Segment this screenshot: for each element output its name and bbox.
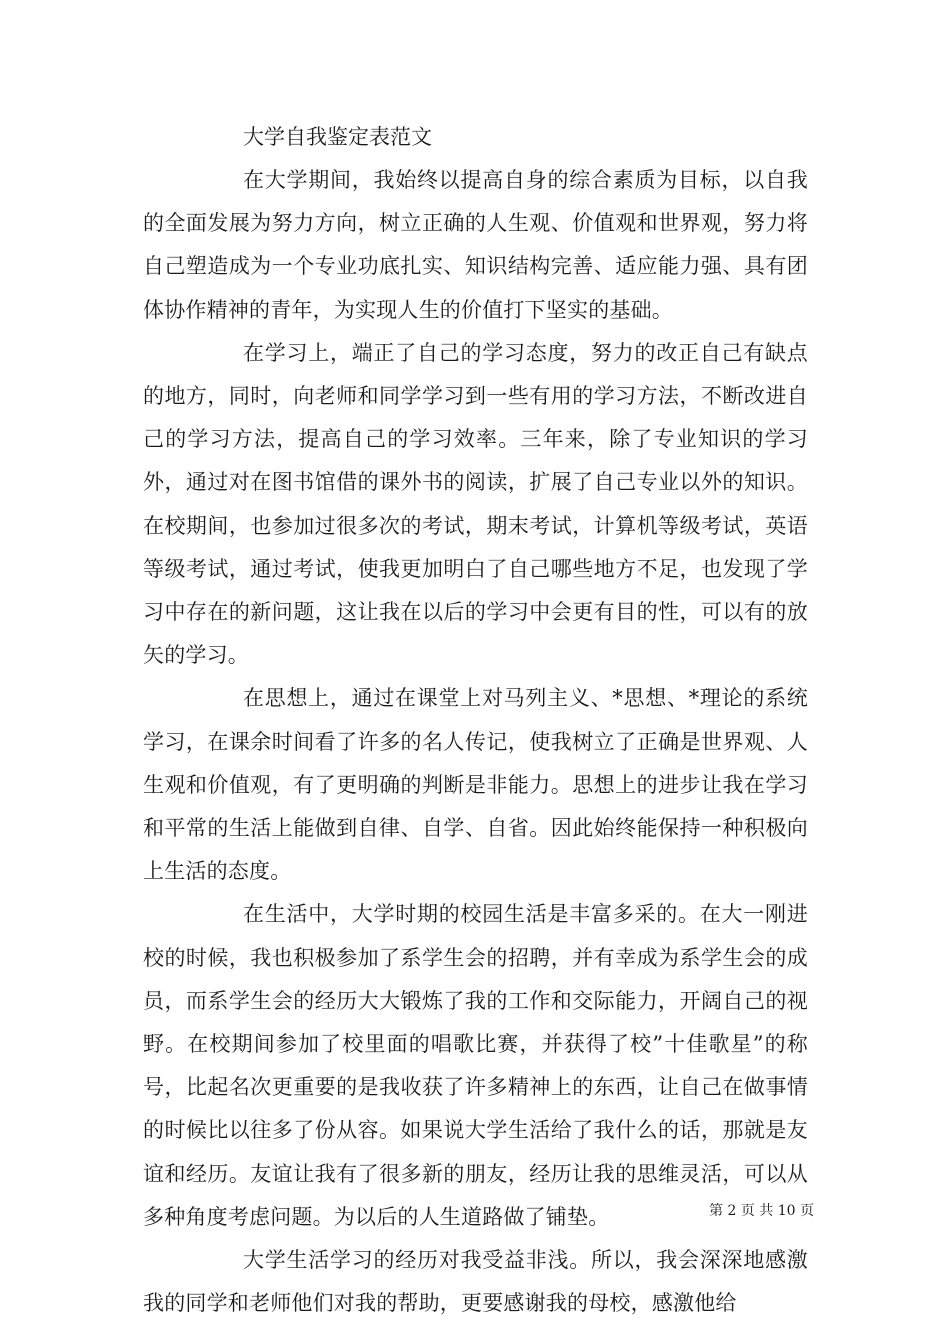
paragraph-gratitude: 大学生活学习的经历对我受益非浅。所以，我会深深地感激我的同学和老师他们对我的帮助，更要感谢我的母校，感激他给 <box>143 1248 808 1316</box>
paragraph-thought: 在思想上，通过在课堂上对马列主义、*思想、*理论的系统学习，在课余时间看了许多的名人传记，使我树立了正确是世界观、人生观和价值观，有了更明确的判断是非能力。思想上的进步让我在学习和平常的生活上能做到自律、自学、自省。因此始终能保持一种积极向上生活的态度。 <box>143 686 808 884</box>
paragraph-study: 在学习上，端正了自己的学习态度，努力的改正自己有缺点的地方，同时，向老师和同学学习到一些有用的学习方法，不断改进自己的学习方法，提高自己的学习效率。三年来，除了专业知识的学习外，通过对在图书馆借的课外书的阅读，扩展了自己专业以外的知识。在校期间，也参加过很多次的考试，期末考试，计算机等级考试，英语等级考试，通过考试，使我更加明白了自己哪些地方不足，也发现了学习中存在的新问题，这让我在以后的学习中会更有目的性，可以有的放矢的学习。 <box>143 340 808 668</box>
paragraph-overall: 在大学期间，我始终以提高自身的综合素质为目标，以自我的全面发展为努力方向，树立正确的人生观、价值观和世界观，努力将自己塑造成为一个专业功底扎实、知识结构完善、适应能力强、具有团体协作精神的青年，为实现人生的价值打下坚实的基础。 <box>143 168 808 322</box>
document-title: 大学自我鉴定表范文 <box>243 125 432 149</box>
document-body <box>143 116 808 1325</box>
page-number: 第 2 页 共 10 页 <box>709 1203 814 1219</box>
paragraph-life: 在生活中，大学时期的校园生活是丰富多采的。在大一刚进校的时候，我也积极参加了系学生会的招聘，并有幸成为系学生会的成员，而系学生会的经历大大锻炼了我的工作和交际能力，开阔自己的视野。在校期间参加了校里面的唱歌比赛，并获得了校”十佳歌星”的称号，比起名次更重要的是我收获了许多精神上的东西，让自己在做事情的时候比以往多了份从容。如果说大学生活给了我什么的话，那就是友谊和经历。友谊让我有了很多新的朋友，经历让我的思维灵活，可以从多种角度考虑问题。为以后的人生道路做了铺垫。 <box>143 902 808 1229</box>
